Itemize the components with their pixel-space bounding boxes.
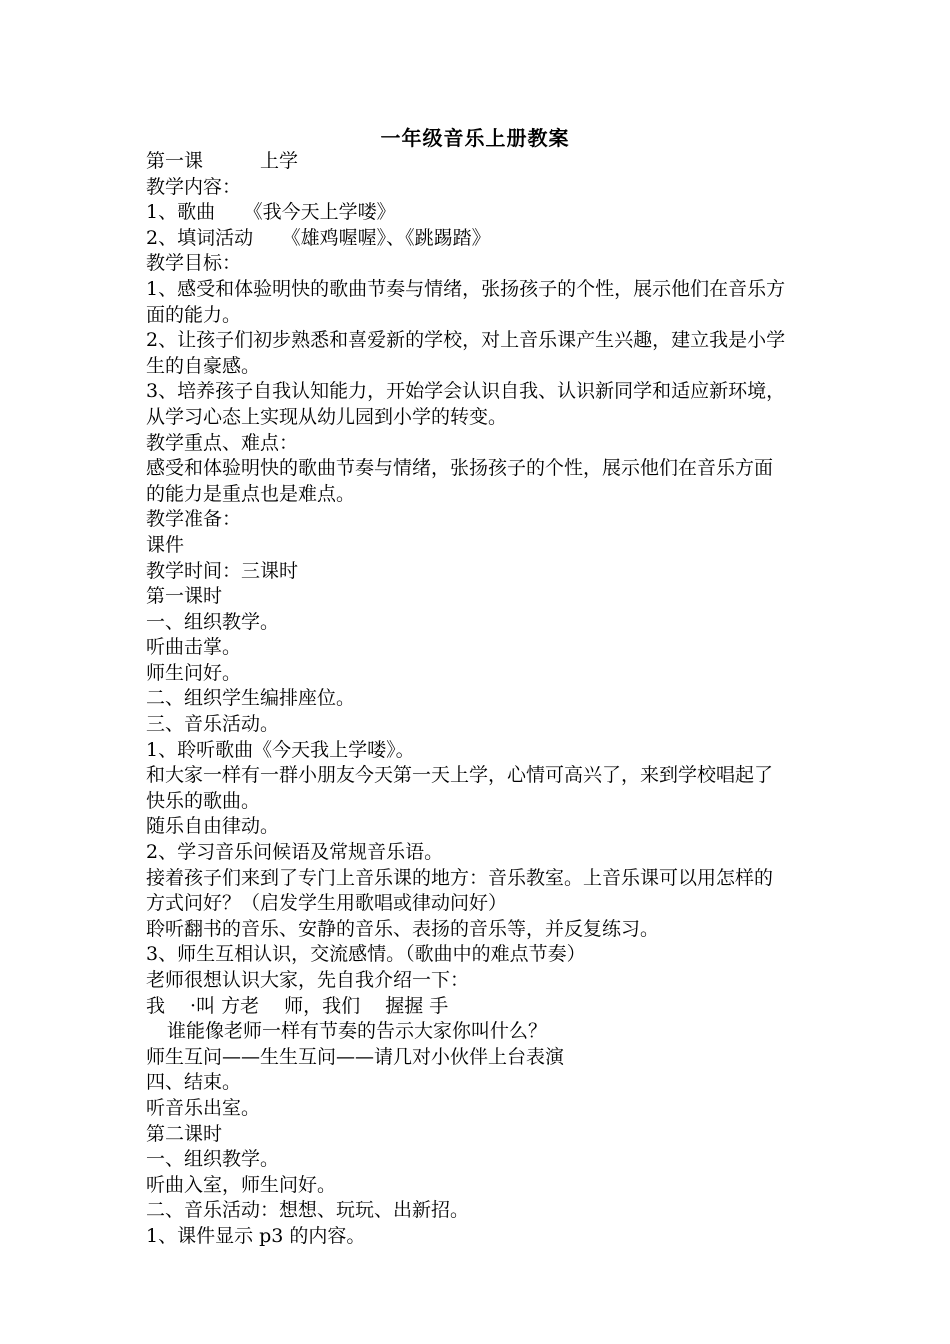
text-line: 2、学习音乐问候语及常规音乐语。 [146,841,444,864]
text-line: 1、聆听歌曲《今天我上学喽》。 [146,738,415,761]
text-line: 听曲击掌。 [146,636,242,659]
text-line: 听曲入室，师生问好。 [146,1173,337,1196]
text-line: 二、音乐活动：想想、玩玩、出新招。 [146,1199,470,1222]
text-line: 1、歌曲 《我今天上学喽》 [146,201,396,224]
text-line: 2、填词活动 《雄鸡喔喔》、《跳踢踏》 [146,226,491,249]
text-line: 3、培养孩子自我认知能力，开始学会认识自我、认识新同学和适应新环境， [146,380,786,403]
section-heading: 教学内容： [146,175,242,198]
text-line: 师生问好。 [146,661,242,684]
text-line: 2、让孩子们初步熟悉和喜爱新的学校，对上音乐课产生兴趣，建立我是小学 [146,329,786,352]
text-line: 感受和体验明快的歌曲节奏与情绪，张扬孩子的个性，展示他们在音乐方面 [146,457,774,480]
text-line: 快乐的歌曲。 [146,789,261,812]
text-line: 生的自豪感。 [146,354,261,377]
text-line: 师生互问——生生互问——请几对小伙伴上台表演 [146,1045,565,1068]
text-line: 课件 [146,533,185,556]
text-line: 随乐自由律动。 [146,815,280,838]
text-line: 四、结束。 [146,1071,242,1094]
document-title: 一年级音乐上册教案 [380,126,570,150]
text-line: 1、课件显示 p3 的内容。 [146,1224,366,1247]
text-line: 3、师生互相认识，交流感情。（歌曲中的难点节奏） [146,943,586,966]
text-line: 教学时间：三课时 [146,559,299,582]
lesson-heading: 第二课时 [146,1122,223,1145]
text-line: 从学习心态上实现从幼儿园到小学的转变。 [146,405,508,428]
text-line: 二、组织学生编排座位。 [146,687,356,710]
text-line: 和大家一样有一群小朋友今天第一天上学，心情可高兴了，来到学校唱起了 [146,764,774,787]
lesson-heading: 第一课 上学 [146,150,299,172]
text-line: 老师很想认识大家，先自我介绍一下： [146,969,470,991]
text-line: 方式问好？（启发学生用歌唱或律动问好） [146,892,508,915]
text-line: 一、组织教学。 [146,610,280,633]
lesson-heading: 第一课时 [146,585,223,608]
text-line: 一、组织教学。 [146,1148,280,1171]
text-line: 接着孩子们来到了专门上音乐课的地方：音乐教室。上音乐课可以用怎样的 [146,866,774,889]
text-line: 面的能力。 [146,303,242,326]
document-body [146,149,886,1250]
text-line: 听音乐出室。 [146,1096,261,1119]
text-line: 1、感受和体验明快的歌曲节奏与情绪，张扬孩子的个性，展示他们在音乐方 [146,277,786,300]
section-heading: 教学重点、难点： [146,431,299,454]
text-line: 三、音乐活动。 [146,713,280,736]
section-heading: 教学目标： [146,252,242,275]
text-line: 的能力是重点也是难点。 [146,482,356,505]
text-line: 谁能像老师一样有节奏的告示大家你叫什么？ [167,1020,548,1043]
section-heading: 教学准备： [146,508,242,531]
rhythm-line: 我 ·叫 方老 师，我们 握握 手 [146,994,449,1017]
text-line: 聆听翻书的音乐、安静的音乐、表扬的音乐等，并反复练习。 [146,917,660,940]
